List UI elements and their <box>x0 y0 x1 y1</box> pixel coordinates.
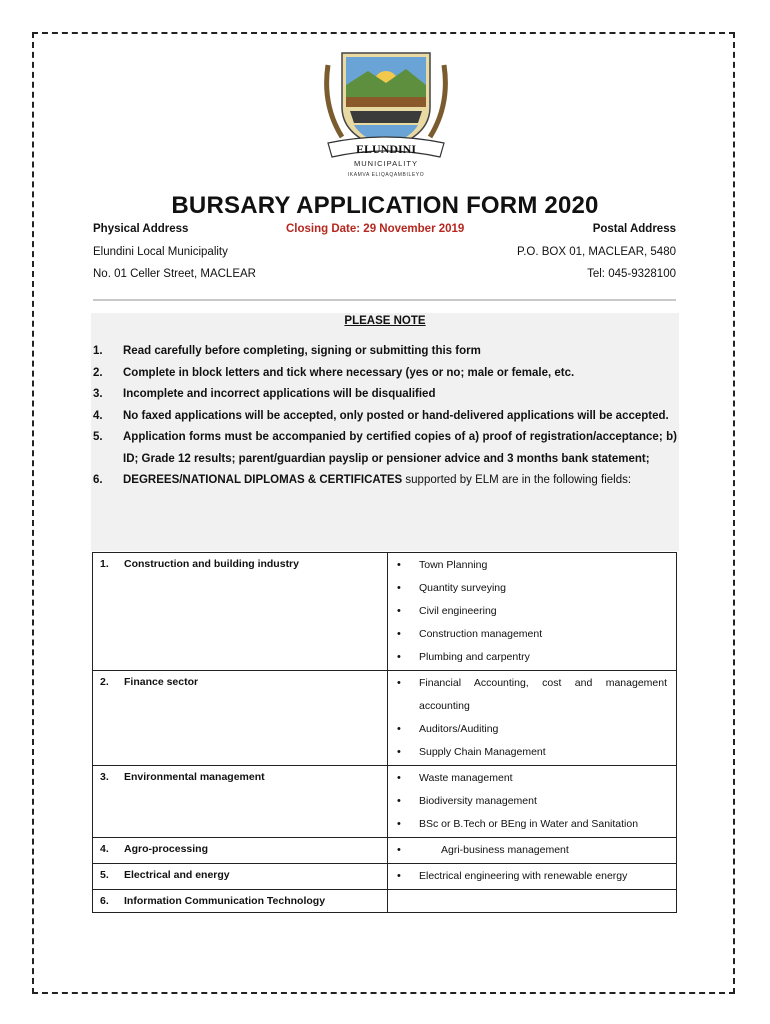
category-number: 4. <box>100 843 109 855</box>
field-item: • Plumbing and carpentry <box>389 646 675 669</box>
fields-cell <box>388 671 677 766</box>
field-item: • Civil engineering <box>389 600 675 623</box>
note-item <box>93 384 677 406</box>
table-row <box>93 864 677 890</box>
field-item: • BSc or B.Tech or BEng in Water and Sanitation <box>389 813 675 836</box>
postal-address-line-1: P.O. BOX 01, MACLEAR, 5480 <box>517 246 676 258</box>
note-text: Complete in block letters and tick where necessary (yes or no; male or female, etc. <box>123 366 575 379</box>
note-item <box>93 406 677 428</box>
category-cell <box>93 838 388 864</box>
category-cell <box>93 766 388 838</box>
table-row <box>93 838 677 864</box>
category-number: 2. <box>100 676 109 688</box>
physical-address-line-1: Elundini Local Municipality <box>93 246 228 258</box>
table-row <box>93 890 677 913</box>
category-cell <box>93 553 388 671</box>
divider <box>93 299 676 301</box>
coat-of-arms-icon <box>318 45 454 181</box>
category-name: Environmental management <box>124 771 265 783</box>
category-name: Electrical and energy <box>124 869 230 881</box>
note-text: DEGREES/NATIONAL DIPLOMAS & CERTIFICATES <box>123 474 403 486</box>
note-number: 6. <box>93 474 103 486</box>
category-name: Information Communication Technology <box>124 895 326 907</box>
physical-address-line-2: No. 01 Celler Street, MACLEAR <box>93 268 256 280</box>
form-title: BURSARY APPLICATION FORM 2020 <box>171 192 599 219</box>
table-row <box>93 766 677 838</box>
note-item <box>93 341 677 363</box>
category-cell <box>93 671 388 766</box>
table-row <box>93 553 677 671</box>
note-text: Incomplete and incorrect applications will be disqualified <box>123 388 436 400</box>
fields-cell <box>388 864 677 890</box>
closing-date: Closing Date: 29 November 2019 <box>286 223 465 235</box>
note-number: 3. <box>93 388 103 400</box>
please-note-heading: PLEASE NOTE <box>344 315 426 327</box>
municipality-logo <box>318 45 454 181</box>
note-number: 4. <box>93 409 103 422</box>
category-name: Finance sector <box>124 676 199 688</box>
category-cell <box>93 890 388 913</box>
note-text: No faxed applications will be accepted, only posted or hand-delivered applications will be accepted. <box>123 409 669 422</box>
field-item: • Biodiversity management <box>389 790 675 813</box>
svg-text:IKAMVA ELIQAQAMBILEYO: IKAMVA ELIQAQAMBILEYO <box>347 172 425 178</box>
field-item: • Financial Accounting, cost and management accounting <box>389 672 675 718</box>
fields-cell <box>388 766 677 838</box>
category-number: 3. <box>100 771 109 783</box>
field-item: • Agri-business management <box>389 839 675 862</box>
fields-cell <box>388 838 677 864</box>
note-item <box>93 363 677 385</box>
field-item: • Quantity surveying <box>389 577 675 600</box>
category-number: 6. <box>100 895 109 907</box>
field-item: • Town Planning <box>389 554 675 577</box>
note-number: 5. <box>93 431 103 443</box>
category-number: 5. <box>100 869 109 881</box>
note-number: 2. <box>93 366 103 379</box>
note-number: 1. <box>93 345 103 357</box>
field-item: • Supply Chain Management <box>389 741 675 764</box>
note-text: Application forms must be accompanied by certified copies of a) proof of registration/acceptance; b) ID; Grade 12 results; parent/guardian payslip or pensioner advice and 3 months bank statement; <box>123 431 677 465</box>
table-row <box>93 671 677 766</box>
svg-text:MUNICIPALITY: MUNICIPALITY <box>354 159 418 168</box>
note-item <box>93 470 677 492</box>
category-number: 1. <box>100 558 109 570</box>
field-item: • Electrical engineering with renewable energy <box>389 865 675 888</box>
field-item: • Auditors/Auditing <box>389 718 675 741</box>
fields-cell <box>388 890 677 913</box>
note-item <box>93 427 677 470</box>
postal-address-label: Postal Address <box>592 223 676 235</box>
notes-list <box>93 341 677 492</box>
telephone: Tel: 045-9328100 <box>587 268 676 280</box>
category-name: Construction and building industry <box>124 558 299 570</box>
svg-text:ELUNDINI: ELUNDINI <box>355 142 417 156</box>
field-item: • Construction management <box>389 623 675 646</box>
fields-cell <box>388 553 677 671</box>
field-item: • Waste management <box>389 767 675 790</box>
note-text: Read carefully before completing, signing or submitting this form <box>123 345 481 357</box>
category-cell <box>93 864 388 890</box>
physical-address-label: Physical Address <box>93 223 189 235</box>
category-name: Agro-processing <box>124 843 209 855</box>
note-text-plain: supported by ELM are in the following fields: <box>402 474 632 486</box>
fields-table <box>92 552 677 913</box>
